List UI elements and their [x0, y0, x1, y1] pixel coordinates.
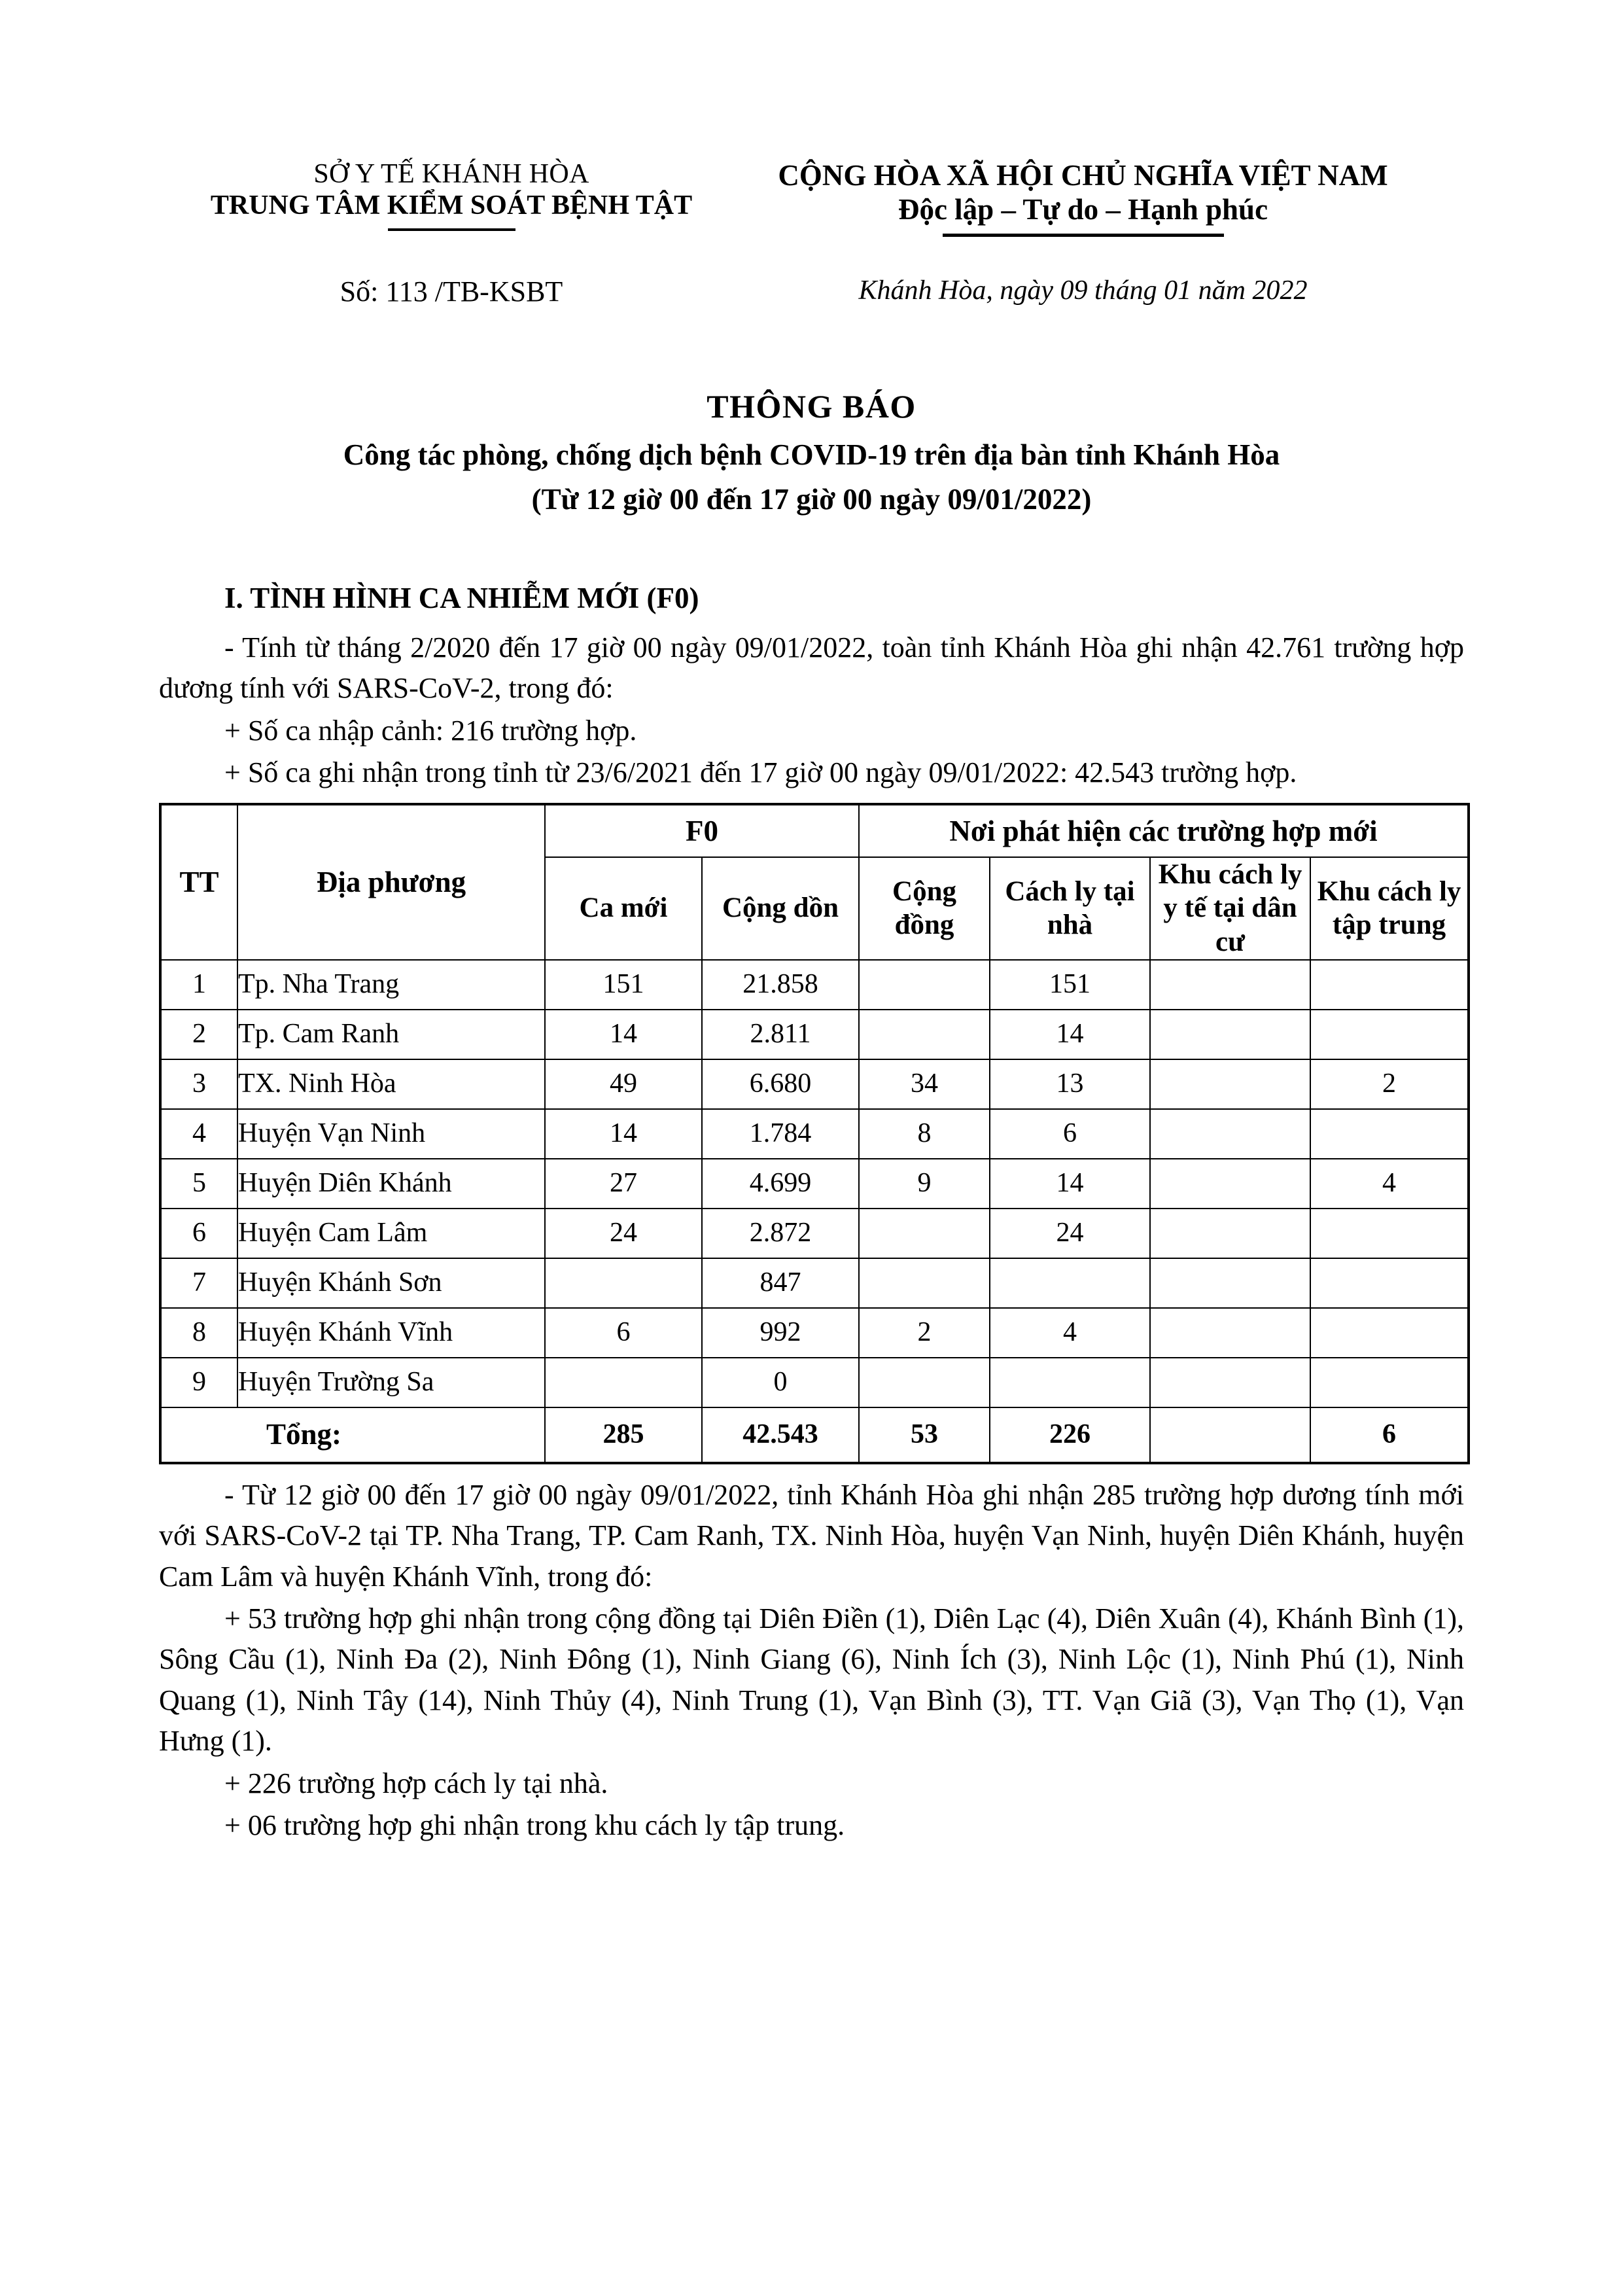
cell-total-home-quarantine: 226	[990, 1407, 1150, 1463]
table-row	[160, 1209, 1469, 1258]
cell-new-cases: 14	[545, 1010, 702, 1059]
cell-tt: 5	[160, 1159, 237, 1209]
col-header-medical-residential: Khu cách ly y tế tại dân cư	[1150, 857, 1310, 960]
cell-concentrated	[1310, 1209, 1469, 1258]
cell-new-cases: 14	[545, 1109, 702, 1159]
table-row	[160, 1258, 1469, 1308]
section-heading-i: I. TÌNH HÌNH CA NHIỄM MỚI (F0)	[224, 582, 699, 615]
title-subtitle: Công tác phòng, chống dịch bệnh COVID-19 trên địa bàn tỉnh Khánh Hòa	[343, 438, 1280, 472]
table-row	[160, 960, 1469, 1010]
cell-medical-residential	[1150, 1209, 1310, 1258]
cell-concentrated	[1310, 1258, 1469, 1308]
document-body	[0, 578, 1623, 1846]
table-row	[160, 1308, 1469, 1358]
cell-cumulative: 6.680	[702, 1059, 859, 1109]
cell-medical-residential	[1150, 1059, 1310, 1109]
cell-cumulative: 21.858	[702, 960, 859, 1010]
page-title: THÔNG BÁO	[707, 388, 916, 425]
table-row	[160, 1358, 1469, 1407]
cell-concentrated	[1310, 1010, 1469, 1059]
national-motto: Độc lập – Tự do – Hạnh phúc	[898, 193, 1268, 226]
col-header-tt: TT	[160, 804, 237, 960]
cell-home-quarantine	[990, 1358, 1150, 1407]
cell-home-quarantine: 151	[990, 960, 1150, 1010]
cell-locality: Huyện Khánh Sơn	[237, 1258, 545, 1308]
cell-cumulative: 992	[702, 1308, 859, 1358]
cell-community	[859, 960, 990, 1010]
paragraph-total-cases: - Tính từ tháng 2/2020 đến 17 giờ 00 ngày 09/01/2022, toàn tỉnh Khánh Hòa ghi nhận 42.761 trường hợp dương tính với SARS-CoV-2, trong đó:	[159, 631, 1464, 705]
department-name: SỞ Y TẾ KHÁNH HÒA	[313, 159, 589, 189]
cell-cumulative: 1.784	[702, 1109, 859, 1159]
cell-community: 2	[859, 1308, 990, 1358]
national-heading	[707, 159, 1459, 237]
cell-cumulative: 2.811	[702, 1010, 859, 1059]
cell-total-label: Tổng:	[160, 1407, 545, 1463]
cell-new-cases	[545, 1358, 702, 1407]
cell-community	[859, 1010, 990, 1059]
col-header-locality: Địa phương	[237, 804, 545, 960]
issuing-organization	[196, 159, 707, 237]
cell-tt: 3	[160, 1059, 237, 1109]
cell-total-concentrated: 6	[1310, 1407, 1469, 1463]
cell-tt: 4	[160, 1109, 237, 1159]
cell-new-cases: 6	[545, 1308, 702, 1358]
document-header	[0, 0, 1623, 237]
cell-community	[859, 1209, 990, 1258]
cell-home-quarantine: 13	[990, 1059, 1150, 1109]
col-header-cumulative: Cộng dồn	[702, 857, 859, 960]
cell-locality: Huyện Cam Lâm	[237, 1209, 545, 1258]
cell-locality: Huyện Trường Sa	[237, 1358, 545, 1407]
cell-locality: Tp. Cam Ranh	[237, 1010, 545, 1059]
cell-total-medical-residential	[1150, 1407, 1310, 1463]
table-header-group-row	[160, 804, 1469, 857]
col-group-f0: F0	[545, 804, 859, 857]
cell-home-quarantine	[990, 1258, 1150, 1308]
cell-home-quarantine: 14	[990, 1010, 1150, 1059]
cell-locality: Huyện Khánh Vĩnh	[237, 1308, 545, 1358]
cell-medical-residential	[1150, 960, 1310, 1010]
cell-concentrated	[1310, 960, 1469, 1010]
cell-tt: 9	[160, 1358, 237, 1407]
document-number: Số: 113 /TB-KSBT	[340, 275, 563, 308]
document-date: Khánh Hòa, ngày 09 tháng 01 năm 2022	[858, 275, 1308, 306]
cell-tt: 6	[160, 1209, 237, 1258]
country-name: CỘNG HÒA XÃ HỘI CHỦ NGHĨA VIỆT NAM	[778, 159, 1388, 192]
paragraph-new-cases-summary: - Từ 12 giờ 00 đến 17 giờ 00 ngày 09/01/2022, tỉnh Khánh Hòa ghi nhận 285 trường hợp dương tính mới với SARS-CoV-2 tại TP. Nha Trang, TP. Cam Ranh, TX. Ninh Hòa, huyện Vạn Ninh, huyện Diên Khánh, huyện Cam Lâm và huyện Khánh Vĩnh, trong đó:	[159, 1478, 1464, 1593]
cases-table-body	[160, 960, 1469, 1463]
cell-locality: Huyện Diên Khánh	[237, 1159, 545, 1209]
cell-tt: 8	[160, 1308, 237, 1358]
cell-medical-residential	[1150, 1258, 1310, 1308]
cell-community: 9	[859, 1159, 990, 1209]
cell-total-cumulative: 42.543	[702, 1407, 859, 1463]
col-header-concentrated: Khu cách ly tập trung	[1310, 857, 1469, 960]
cell-new-cases: 151	[545, 960, 702, 1010]
cell-community	[859, 1258, 990, 1308]
cell-home-quarantine: 4	[990, 1308, 1150, 1358]
document-meta	[0, 275, 1623, 308]
cell-medical-residential	[1150, 1358, 1310, 1407]
cell-total-new-cases: 285	[545, 1407, 702, 1463]
cell-cumulative: 0	[702, 1358, 859, 1407]
cell-home-quarantine: 6	[990, 1109, 1150, 1159]
cell-cumulative: 847	[702, 1258, 859, 1308]
cell-cumulative: 2.872	[702, 1209, 859, 1258]
col-header-community: Cộng đồng	[859, 857, 990, 960]
cell-concentrated: 4	[1310, 1159, 1469, 1209]
cell-concentrated	[1310, 1109, 1469, 1159]
cases-table	[159, 803, 1470, 1464]
table-total-row	[160, 1407, 1469, 1463]
paragraph-imported-cases: + Số ca nhập cảnh: 216 trường hợp.	[224, 714, 637, 747]
cell-home-quarantine: 14	[990, 1159, 1150, 1209]
cell-cumulative: 4.699	[702, 1159, 859, 1209]
cell-total-community: 53	[859, 1407, 990, 1463]
cell-new-cases: 49	[545, 1059, 702, 1109]
paragraph-home-quarantine: + 226 trường hợp cách ly tại nhà.	[224, 1767, 608, 1799]
col-header-home-quarantine: Cách ly tại nhà	[990, 857, 1150, 960]
cell-new-cases: 24	[545, 1209, 702, 1258]
table-row	[160, 1109, 1469, 1159]
cell-community: 34	[859, 1059, 990, 1109]
cell-tt: 7	[160, 1258, 237, 1308]
col-header-new-cases: Ca mới	[545, 857, 702, 960]
center-name: TRUNG TÂM KIỂM SOÁT BỆNH TẬT	[210, 190, 693, 221]
cell-community: 8	[859, 1109, 990, 1159]
cell-concentrated	[1310, 1358, 1469, 1407]
cell-concentrated: 2	[1310, 1059, 1469, 1109]
cell-concentrated	[1310, 1308, 1469, 1358]
cell-locality: Huyện Vạn Ninh	[237, 1109, 545, 1159]
header-divider-left	[388, 228, 515, 231]
cases-table-head	[160, 804, 1469, 960]
document-title-block	[0, 385, 1623, 519]
cell-new-cases: 27	[545, 1159, 702, 1209]
paragraph-community-cases: + 53 trường hợp ghi nhận trong cộng đồng tại Diên Điền (1), Diên Lạc (4), Diên Xuân (4), Khánh Bình (1), Sông Cầu (1), Ninh Đa (2), Ninh Đông (1), Ninh Giang (6), Ninh Ích (3), Ninh Lộc (1), Ninh Phú (1), Ninh Quang (1), Ninh Tây (14), Ninh Thủy (4), Ninh Trung (1), Vạn Bình (3), TT. Vạn Giã (3), Vạn Thọ (1), Vạn Hưng (1).	[159, 1602, 1464, 1757]
header-divider-right	[943, 234, 1224, 237]
title-timeframe: (Từ 12 giờ 00 đến 17 giờ 00 ngày 09/01/2022)	[531, 482, 1092, 516]
cell-medical-residential	[1150, 1159, 1310, 1209]
cell-community	[859, 1358, 990, 1407]
cases-table-wrapper	[159, 803, 1464, 1464]
col-group-detection-place: Nơi phát hiện các trường hợp mới	[859, 804, 1469, 857]
cell-locality: TX. Ninh Hòa	[237, 1059, 545, 1109]
cell-medical-residential	[1150, 1010, 1310, 1059]
table-row	[160, 1010, 1469, 1059]
table-row	[160, 1059, 1469, 1109]
cell-medical-residential	[1150, 1308, 1310, 1358]
cell-locality: Tp. Nha Trang	[237, 960, 545, 1010]
paragraph-domestic-cases: + Số ca ghi nhận trong tỉnh từ 23/6/2021 đến 17 giờ 00 ngày 09/01/2022: 42.543 trường hợp.	[224, 756, 1297, 789]
cell-new-cases	[545, 1258, 702, 1308]
table-row	[160, 1159, 1469, 1209]
cell-tt: 1	[160, 960, 237, 1010]
paragraph-concentrated-quarantine: + 06 trường hợp ghi nhận trong khu cách ly tập trung.	[224, 1809, 845, 1842]
cell-home-quarantine: 24	[990, 1209, 1150, 1258]
cell-tt: 2	[160, 1010, 237, 1059]
cell-medical-residential	[1150, 1109, 1310, 1159]
